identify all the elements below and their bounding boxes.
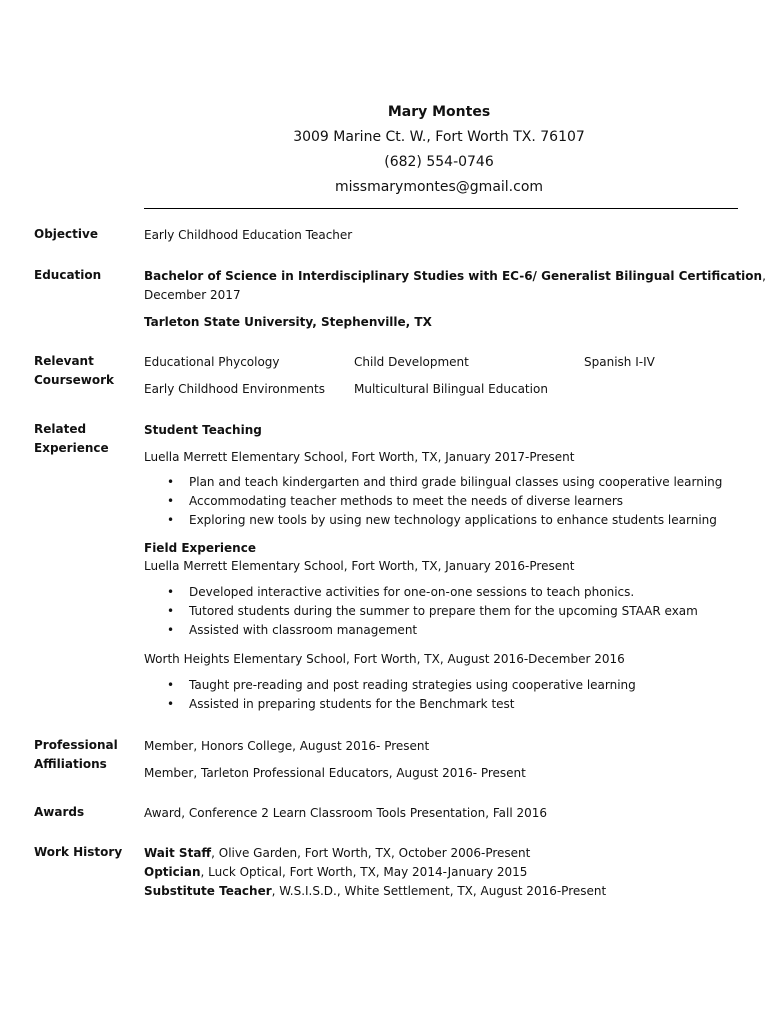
field-experience-bullets-2: [144, 676, 744, 714]
field-experience-bullets: [144, 583, 744, 640]
section-label-education: Education: [34, 268, 102, 282]
section-label-coursework-line2: Coursework: [34, 373, 115, 387]
section-label-work-history: Work History: [34, 845, 123, 859]
section-label-experience: [34, 420, 134, 458]
bullet-icon: •: [167, 678, 175, 692]
list-item: [144, 492, 744, 511]
bullet-icon: •: [167, 697, 175, 711]
list-item-text: Taught pre-reading and post reading strategies using cooperative learning: [189, 678, 636, 692]
list-item-text: Assisted with classroom management: [189, 623, 418, 637]
section-label-affiliations: [34, 736, 134, 774]
course-item: Child Development: [354, 355, 469, 369]
job-detail: , Luck Optical, Fort Worth, TX, May 2014-January 2015: [200, 865, 528, 879]
applicant-email: missmarymontes@gmail.com: [334, 179, 544, 195]
affiliation-item: Member, Tarleton Professional Educators, August 2016- Present: [144, 766, 526, 780]
education-school: Tarleton State University, Stephenville, TX: [144, 315, 432, 329]
education-degree: Bachelor of Science in Interdisciplinary Studies with EC-6/ Generalist Bilingual Certification: [144, 269, 763, 283]
bullet-icon: •: [167, 494, 175, 508]
field-experience-place: Luella Merrett Elementary School, Fort Worth, TX, January 2016-Present: [144, 559, 575, 573]
course-item: Educational Phycology: [144, 355, 280, 369]
list-item: [144, 583, 744, 602]
work-history-item: [144, 882, 744, 900]
affiliation-item: Member, Honors College, August 2016- Present: [144, 739, 430, 753]
student-teaching-title: Student Teaching: [144, 423, 262, 437]
job-detail: , Olive Garden, Fort Worth, TX, October 2006-Present: [211, 846, 531, 860]
list-item: [144, 473, 744, 492]
applicant-name: Mary Montes: [387, 104, 491, 120]
section-label-coursework-line1: Relevant: [34, 354, 94, 368]
bullet-icon: •: [167, 585, 175, 599]
list-item-text: Plan and teach kindergarten and third grade bilingual classes using cooperative learning: [189, 475, 723, 489]
course-item: Early Childhood Environments: [144, 382, 325, 396]
work-history-item: [144, 863, 744, 881]
header-divider: [144, 208, 738, 209]
field-experience-place-2: Worth Heights Elementary School, Fort Worth, TX, August 2016-December 2016: [144, 652, 625, 666]
section-label-affiliations-line2: Affiliations: [34, 757, 107, 771]
education-degree-line: [144, 267, 766, 285]
list-item-text: Tutored students during the summer to prepare them for the upcoming STAAR exam: [189, 604, 698, 618]
bullet-icon: •: [167, 513, 175, 527]
bullet-icon: •: [167, 623, 175, 637]
job-role: Wait Staff: [144, 846, 212, 860]
section-label-awards: Awards: [34, 805, 85, 819]
list-item-text: Assisted in preparing students for the Benchmark test: [189, 697, 515, 711]
section-label-coursework: [34, 352, 134, 390]
bullet-icon: •: [167, 475, 175, 489]
job-detail: , W.S.I.S.D., White Settlement, TX, August 2016-Present: [271, 884, 607, 898]
section-label-experience-line2: Experience: [34, 441, 109, 455]
list-item: [144, 602, 744, 621]
applicant-phone: (682) 554-0746: [384, 154, 494, 170]
section-label-objective: Objective: [34, 227, 98, 241]
resume-header: [140, 100, 738, 200]
list-item-text: Accommodating teacher methods to meet the needs of diverse learners: [189, 494, 624, 508]
section-label-affiliations-line1: Professional: [34, 738, 118, 752]
list-item: [144, 511, 744, 530]
education-date: December 2017: [144, 288, 241, 302]
work-history-item: [144, 844, 744, 862]
section-label-experience-line1: Related: [34, 422, 87, 436]
list-item: [144, 676, 744, 695]
list-item-text: Exploring new tools by using new technology applications to enhance students learning: [189, 513, 717, 527]
award-item: Award, Conference 2 Learn Classroom Tools Presentation, Fall 2016: [144, 806, 548, 820]
applicant-address: 3009 Marine Ct. W., Fort Worth TX. 76107: [293, 129, 585, 145]
student-teaching-bullets: [144, 473, 744, 530]
course-item: Multicultural Bilingual Education: [354, 382, 548, 396]
job-role: Substitute Teacher: [144, 884, 272, 898]
course-item: Spanish I-IV: [584, 355, 655, 369]
job-role: Optician: [144, 865, 201, 879]
bullet-icon: •: [167, 604, 175, 618]
objective-text: Early Childhood Education Teacher: [144, 228, 353, 242]
list-item: [144, 621, 744, 640]
list-item-text: Developed interactive activities for one-on-one sessions to teach phonics.: [189, 585, 635, 599]
education-degree-suffix: ,: [762, 269, 766, 283]
field-experience-title: Field Experience: [144, 541, 256, 555]
student-teaching-place: Luella Merrett Elementary School, Fort Worth, TX, January 2017-Present: [144, 450, 575, 464]
list-item: [144, 695, 744, 714]
